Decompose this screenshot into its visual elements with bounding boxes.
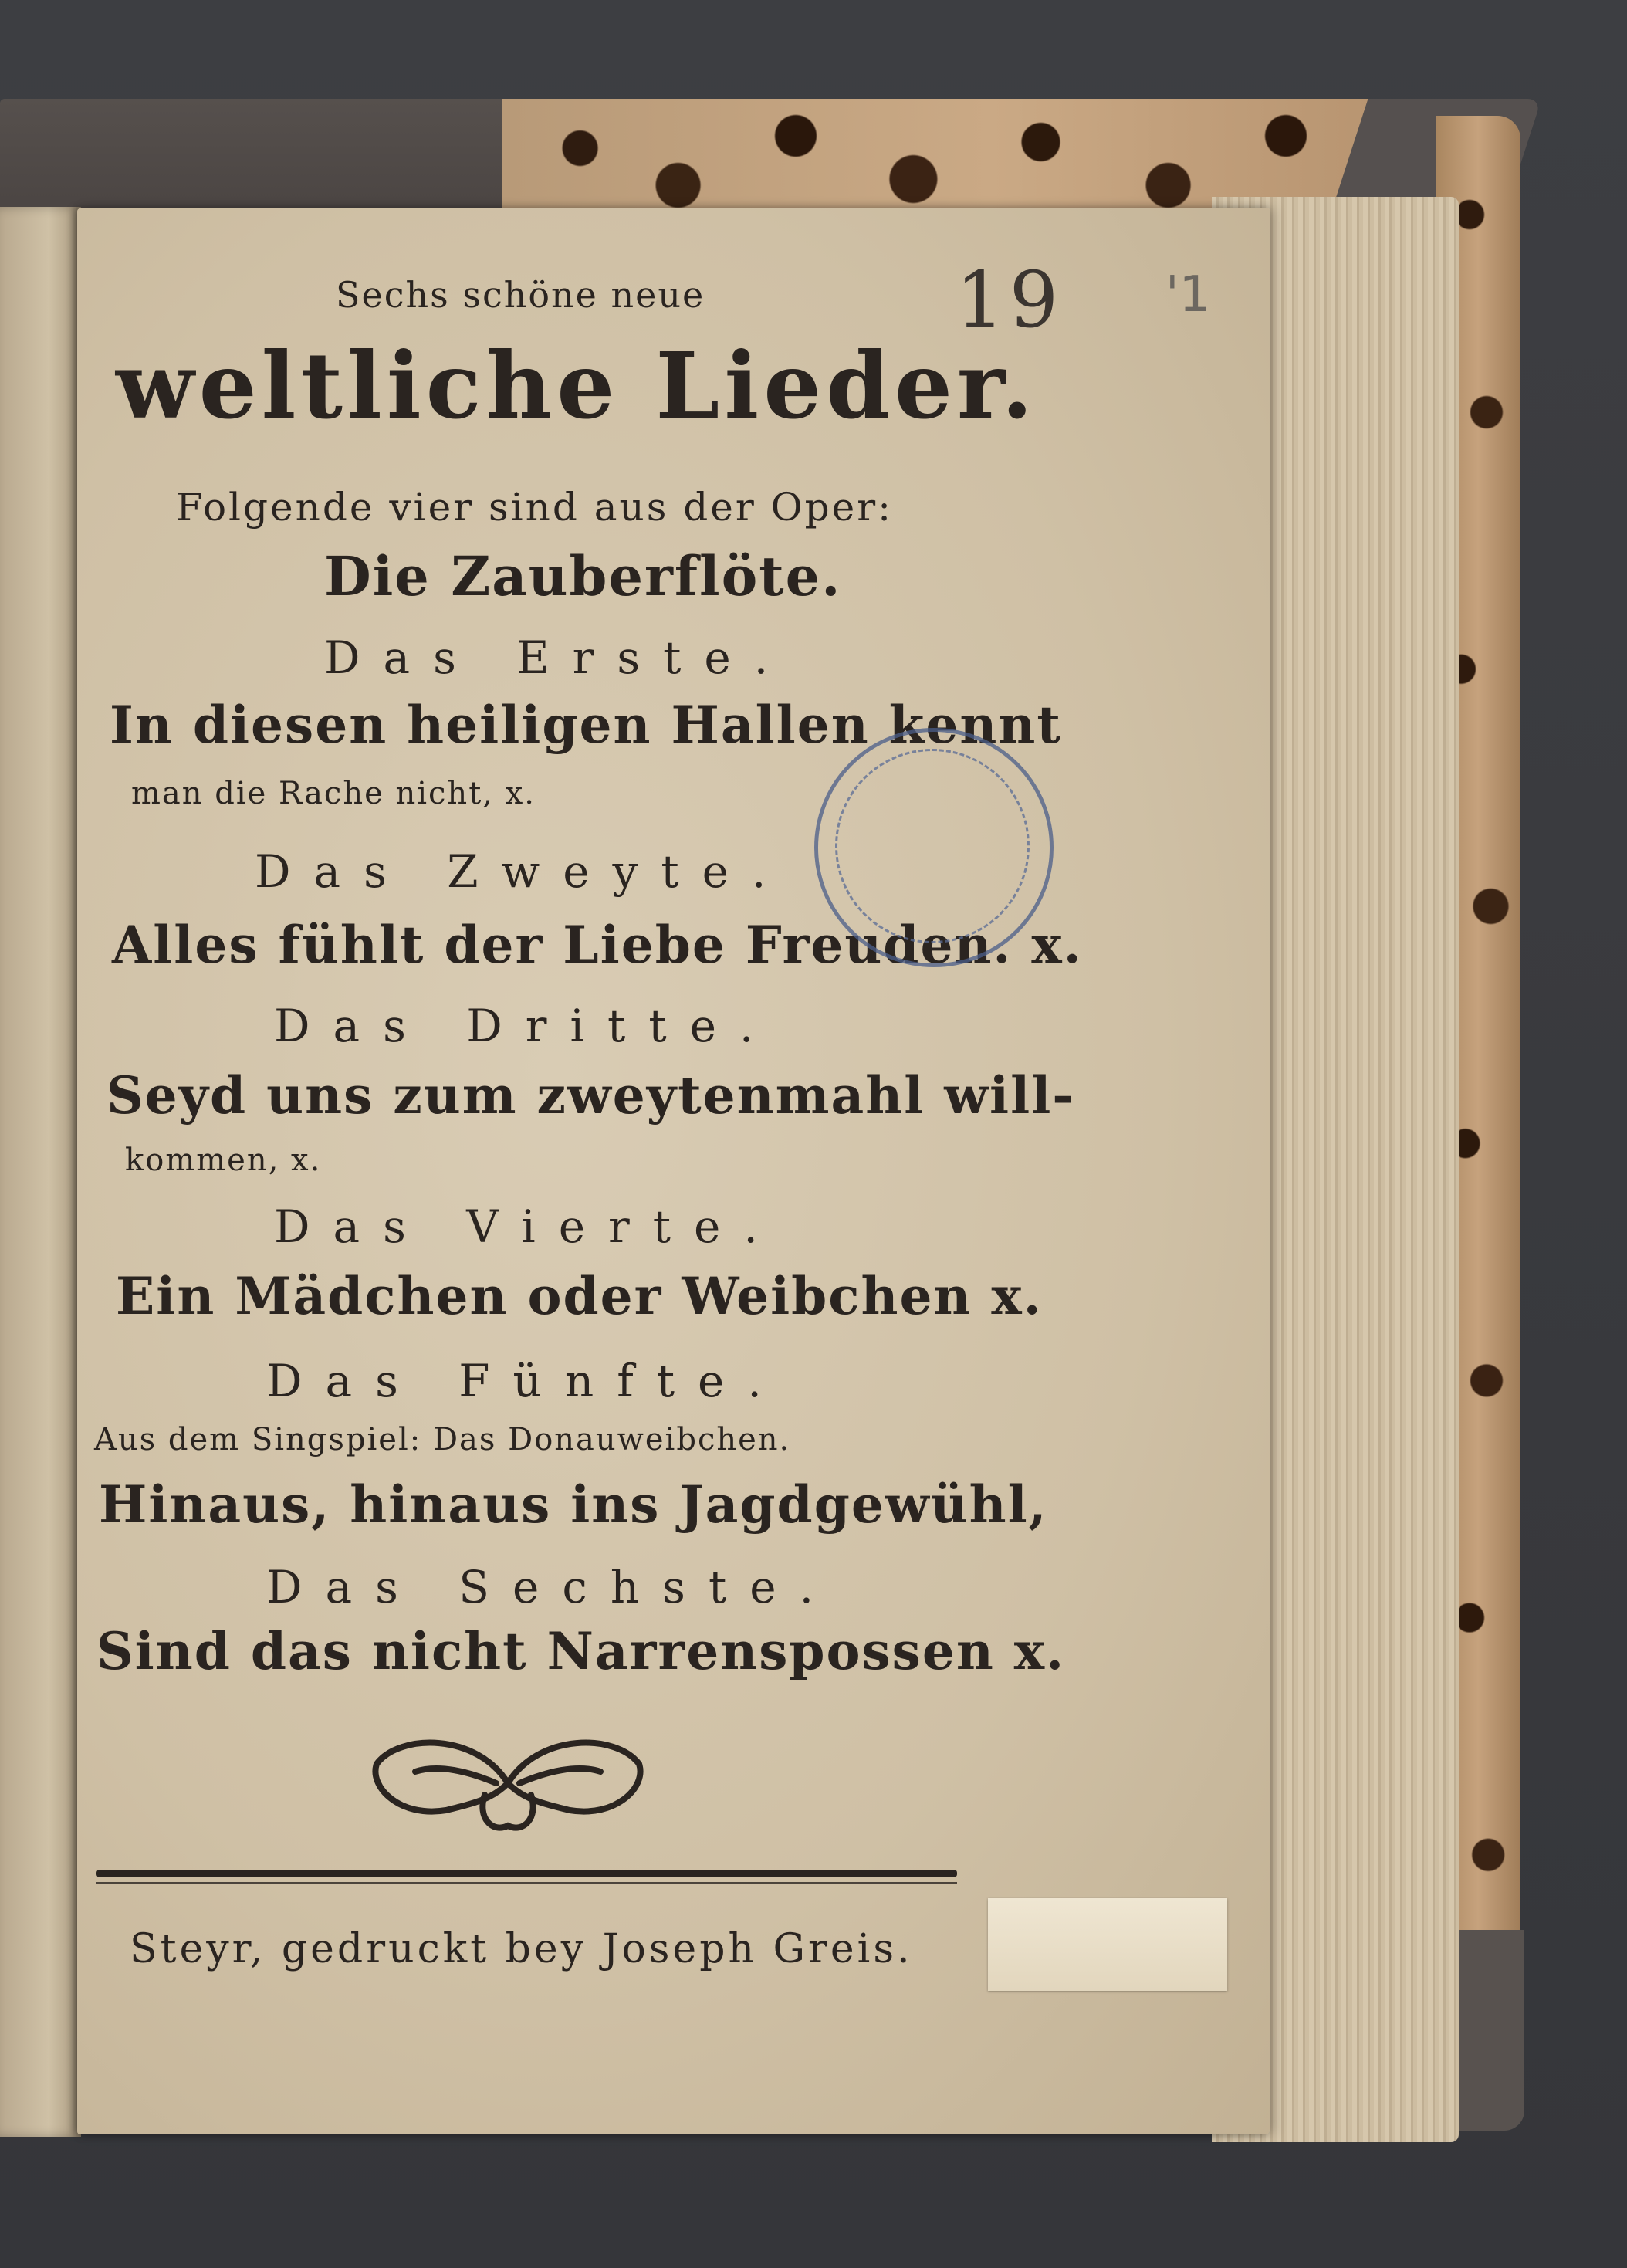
subtitle: Folgende vier sind aus der Oper:	[176, 485, 894, 530]
library-stamp	[814, 728, 1054, 967]
paper-slip	[988, 1898, 1227, 1991]
imprint: Steyr, gedruckt bey Joseph Greis.	[130, 1926, 913, 1972]
song-2-line-1: Alles fühlt der Liebe Freuden. x.	[112, 915, 1083, 975]
song-2-heading: Das Zweyte.	[255, 845, 790, 898]
ornament-vignette	[369, 1725, 647, 1841]
line-top: Sechs schöne neue	[336, 274, 705, 316]
song-1-heading: Das Erste.	[324, 631, 792, 684]
pencil-mark: '1	[1165, 266, 1211, 323]
left-page-edge	[0, 207, 81, 2137]
horizontal-rule	[96, 1870, 957, 1877]
song-3-line-1: Seyd uns zum zweytenmahl will-	[107, 1065, 1075, 1126]
horizontal-rule-thin	[96, 1882, 957, 1884]
opera-title: Die Zauberflöte.	[324, 544, 842, 608]
song-3-line-2: kommen, x.	[125, 1142, 322, 1178]
song-6-line-1: Sind das nicht Narrenspossen x.	[96, 1621, 1066, 1681]
main-title: weltliche Lieder.	[116, 332, 1038, 439]
song-5-line-1: Aus dem Singspiel: Das Donauweibchen.	[94, 1422, 791, 1457]
song-6-heading: Das Sechste.	[266, 1561, 837, 1613]
song-1-line-2: man die Rache nicht, x.	[131, 776, 536, 811]
song-5-heading: Das Fünfte.	[266, 1355, 785, 1407]
song-4-heading: Das Vierte.	[274, 1200, 781, 1253]
song-3-heading: Das Dritte.	[274, 1000, 777, 1052]
catalog-number: 19	[956, 255, 1064, 345]
song-1-line-1: In diesen heiligen Hallen kennt	[110, 695, 1062, 755]
title-page	[77, 208, 1270, 2134]
song-5-line-2: Hinaus, hinaus ins Jagdgewühl,	[99, 1474, 1048, 1535]
cover-corner-bottom-right	[1451, 1930, 1524, 2131]
song-4-line-1: Ein Mädchen oder Weibchen x.	[116, 1266, 1043, 1326]
